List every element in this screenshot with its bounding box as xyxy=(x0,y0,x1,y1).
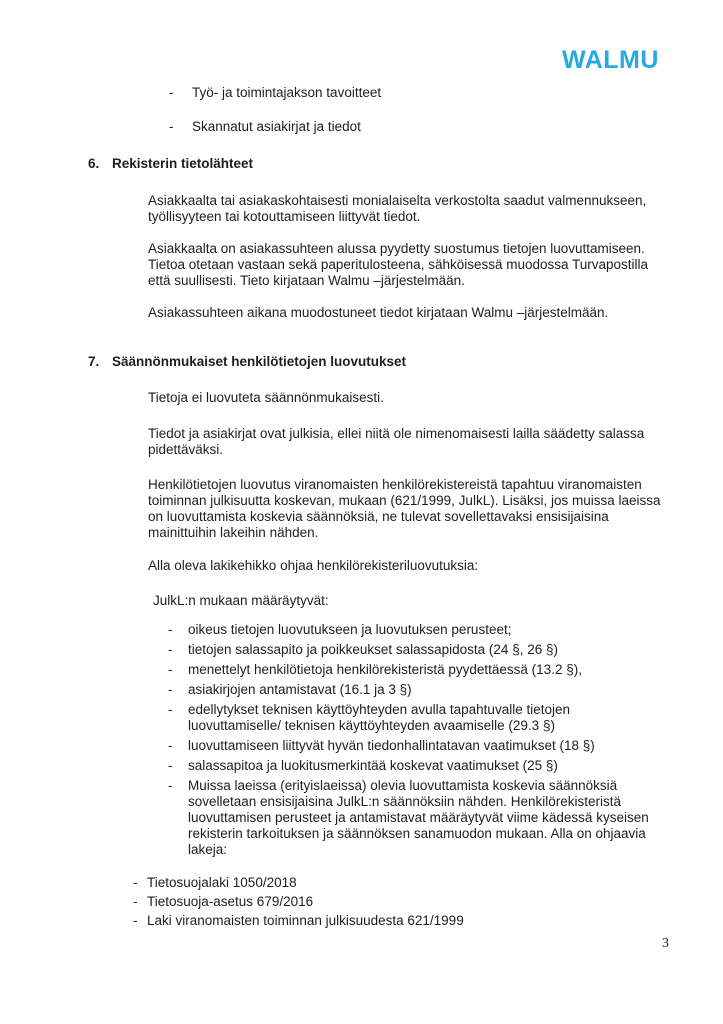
page-number: 3 xyxy=(662,936,669,951)
list-item xyxy=(168,622,668,638)
paragraph: Henkilötietojen luovutus viranomaisten henkilörekistereistä tapahtuu viranomaisten toiminnan julkisuutta koskevan, mukaan (621/1999, JulkL). Lisäksi, jos muissa laeissa on luovuttamista koskevia säännöksiä, ne tulevat sovellettavaksi ensisijaisina mainittuihin lakeihin nähden. xyxy=(148,477,661,540)
list-item-text: menettelyt henkilötietoja henkilörekisteristä pyydettäessä (13.2 §), xyxy=(188,662,582,677)
list-item-text: salassapitoa ja luokitusmerkintää koskevat vaatimukset (25 §) xyxy=(188,758,558,773)
list-item-text: Laki viranomaisten toiminnan julkisuudesta 621/1999 xyxy=(147,913,464,928)
list-dash: - xyxy=(168,662,173,677)
list-dash: - xyxy=(168,682,173,697)
paragraph: Tietoja ei luovuteta säännönmukaisesti. xyxy=(148,390,384,405)
list-dash: - xyxy=(169,85,174,100)
section-6-heading xyxy=(88,155,668,172)
section-number: 7. xyxy=(88,354,100,369)
list-item xyxy=(168,758,668,774)
walmu-logo: WALMU xyxy=(562,46,659,74)
list-dash: - xyxy=(133,913,138,928)
list-item xyxy=(168,738,668,754)
list-dash: - xyxy=(168,778,173,793)
list-dash: - xyxy=(168,702,173,717)
list-item xyxy=(168,682,668,698)
document-body xyxy=(88,85,668,930)
list-item xyxy=(133,873,668,892)
section-number: 6. xyxy=(88,156,100,171)
list-item xyxy=(133,911,668,930)
laws-list xyxy=(88,873,668,930)
list-item xyxy=(168,662,668,678)
list-item xyxy=(133,892,668,911)
list-item-text: Skannatut asiakirjat ja tiedot xyxy=(192,119,361,134)
list-dash: - xyxy=(168,758,173,773)
list-item xyxy=(169,85,668,101)
list-item-text: oikeus tietojen luovutukseen ja luovutuksen perusteet; xyxy=(188,622,512,637)
list-item-text: Tietosuojalaki 1050/2018 xyxy=(147,875,297,890)
section-title: Säännönmukaiset henkilötietojen luovutukset xyxy=(112,354,407,369)
list-item-text: asiakirjojen antamistavat (16.1 ja 3 §) xyxy=(188,682,412,697)
list-item-text: Tietosuoja-asetus 679/2016 xyxy=(147,894,314,909)
list-item xyxy=(169,119,668,135)
paragraph: Asiakkaalta on asiakassuhteen alussa pyydetty suostumus tietojen luovuttamiseen. Tietoa otetaan vastaan sekä paperitulosteena, sähköisessä muodossa Turvapostilla että suullisesti. Tieto kirjataan Walmu –järjestelmään. xyxy=(148,241,649,288)
paragraph: Alla oleva lakikehikko ohjaa henkilörekisteriluovutuksia: xyxy=(148,558,479,573)
list-dash: - xyxy=(168,642,173,657)
list-item xyxy=(168,702,668,734)
section-title: Rekisterin tietolähteet xyxy=(112,156,254,171)
list-item-text: Työ- ja toimintajakson tavoitteet xyxy=(192,85,382,100)
list-item-text: tietojen salassapito ja poikkeukset salassapidosta (24 §, 26 §) xyxy=(188,642,558,657)
list-item xyxy=(168,642,668,658)
list-dash: - xyxy=(168,622,173,637)
list-item-text: luovuttamiseen liittyvät hyvän tiedonhallintatavan vaatimukset (18 §) xyxy=(188,738,595,753)
paragraph: Asiakkaalta tai asiakaskohtaisesti monialaiselta verkostolta saadut valmennukseen, työllisyyteen tai kotouttamiseen liittyvät tiedot. xyxy=(148,193,647,224)
list-dash: - xyxy=(133,875,138,890)
paragraph: Asiakassuhteen aikana muodostuneet tiedot kirjataan Walmu –järjestelmään. xyxy=(148,305,609,320)
section-7-heading xyxy=(88,353,668,370)
list-item-text: edellytykset teknisen käyttöyhteyden avulla tapahtuvalle tietojen luovuttamiselle/ teknisen käyttöyhteyden avaamiselle (29.3 §) xyxy=(188,702,570,733)
list-dash: - xyxy=(169,119,174,134)
list-item-text: Muissa laeissa (erityislaeissa) olevia luovuttamista koskevia säännöksiä sovelletaan ensisijaisina JulkL:n säännöksiin nähden. Henkilörekisteristä luovuttamisen perusteet ja antamistavat määräytyvät viime kädessä kyseisen rekisterin tarkoituksen ja säännöksen sanamuodon mukaan. Alla on ohjaavia lakeja: xyxy=(188,778,649,857)
julkl-subheading: JulkL:n mukaan määräytyvät: xyxy=(153,593,329,608)
paragraph: Tiedot ja asiakirjat ovat julkisia, ellei niitä ole nimenomaisesti lailla säädetty salassa pidettäväksi. xyxy=(148,426,645,457)
list-dash: - xyxy=(133,894,138,909)
list-item xyxy=(168,778,668,858)
list-dash: - xyxy=(168,738,173,753)
julkl-list xyxy=(88,622,668,858)
